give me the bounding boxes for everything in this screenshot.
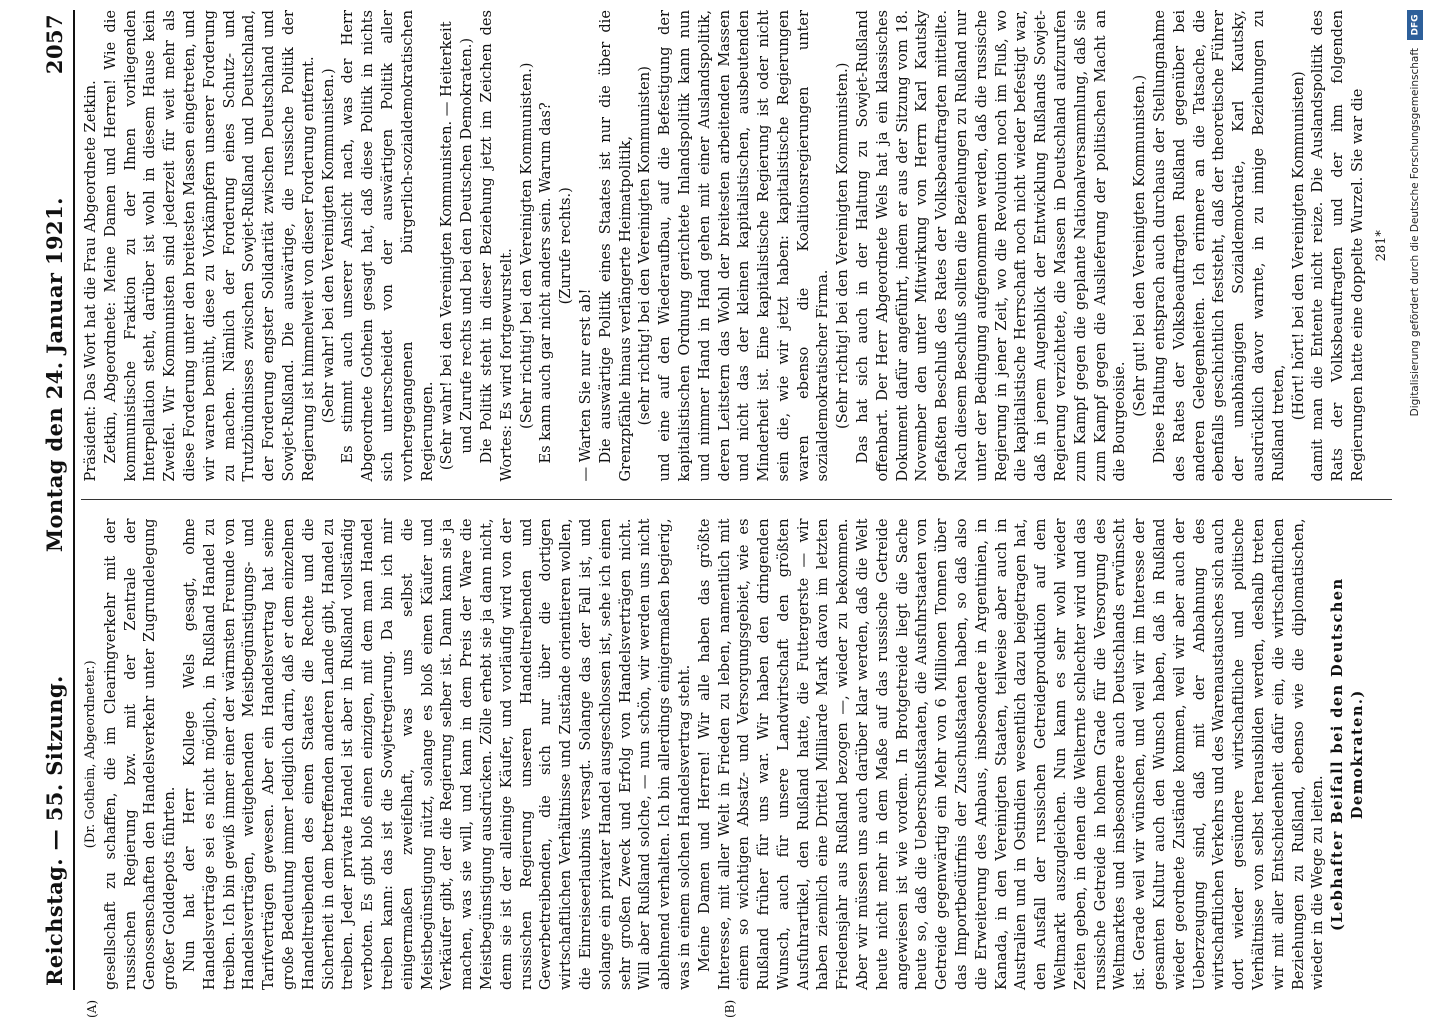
header-date: Montag den 24. Januar 1921.	[42, 197, 67, 553]
margin-mark-c	[83, 0, 103, 1]
zetkin-paragraph-2: Es stimmt auch unserer Ansicht nach, was der Herr Abgeordnete Gothein gesagt hat, daß diese Politik in nichts sich unterscheidet von der auswärtigen Politik aller vorhergegangenen bürgerlich-sozialdemokratischen Regierungen.	[339, 10, 436, 482]
interjection-8: (Sehr gut! bei den Vereinigten Kommunisten.)	[1131, 74, 1149, 417]
page-number: 2057	[42, 14, 67, 75]
zetkin-paragraph-3: Die Politik steht in dieser Beziehung jetzt im Zeichen des Wortes: Es wird fortgewurstelt.	[477, 10, 515, 482]
interjection-2: (Sehr wahr! bei den Vereinigten Kommunisten. — Heiterkeit und Zurufe rechts und bei den Deutschen Demokraten.)	[438, 21, 476, 471]
signature-number: 281*	[1373, 230, 1389, 262]
left-column	[81, 518, 1392, 1018]
margin-mark-d	[721, 0, 741, 1]
applause-note: (Lebhafter Beifall bei den Deutschen Demokraten.)	[1329, 577, 1366, 931]
left-paragraph-1: gesellschaft zu schaffen, die im Clearingverkehr mit der russischen Regierung bzw. mit der Zentrale der Genossenschaften den Handelsverkehr unter Zugrundelegung großer Golddepots führten.	[101, 518, 179, 990]
margin-mark-a: (A)	[85, 999, 99, 1018]
digitization-sidebar	[1402, 0, 1428, 1000]
right-column	[81, 10, 1392, 482]
interjection-4: (Zurufe rechts.)	[557, 187, 575, 305]
interjection-6: (sehr richtig! bei den Vereinigten Kommunisten)	[636, 66, 654, 426]
interjection-9: (Hört! hört! bei den Vereinigten Kommunisten)	[1289, 71, 1307, 421]
text-columns	[81, 10, 1392, 1018]
speaker-note: (Dr. Gothein, Abgeordneter.)	[83, 660, 98, 849]
interjection-5: — Warten Sie nur erst ab!	[576, 288, 594, 482]
column-divider	[81, 500, 1392, 501]
interjection-7: (Sehr richtig! bei den Vereinigten Kommunisten.)	[834, 62, 852, 429]
page-header	[42, 10, 75, 990]
interjection-3: (Sehr richtig! bei den Vereinigten Kommunisten.)	[517, 62, 535, 429]
zetkin-paragraph-6: und eine auf den Wiederaufbau, auf die Befestigung der kapitalistischen Ordnung gerichtete Inlandspolitik kann nun und nimmer Hand in Hand gehen mit einer Auslandspolitik, deren Leitstern das Wohl der breitesten arbeitenden Massen und nicht das der kleinen kapitalistischen, ausbeutenden Minderheit ist. Eine kapitalistische Regierung ist oder nicht sein die, wie wir jetzt haben: kapitalistische Regierungen waren ebenso die Koalitionsregierungen unter sozialdemokratischer Firma.	[656, 10, 832, 482]
rotated-page-content	[28, 0, 1408, 1018]
header-left: Reichstag. — 55. Sitzung.	[42, 675, 67, 986]
zetkin-paragraph-1: Zetkin, Abgeordnete: Meine Damen und Herren! Wie die kommunistische Fraktion zu der Ihnen vorliegenden Interpellation steht, darüber ist wohl in diesem Hause kein Zweifel. Wir Kommunisten sind jederzeit für weit mehr als diese Forderung unter den breitesten Massen eingetreten, und wir waren bemüht, diese zu Vorkämpfern unserer Forderung zu machen. Nämlich der Forderung eines Schutz- und Trutzbündnisses zwischen Sowjet-Rußland und Deutschland, der Forderung engster Solidarität zwischen Deutschland und Sowjet-Rußland. Die auswärtige, die russische Politik der Regierung ist himmelweit von dieser Forderung entfernt.	[101, 10, 317, 482]
zetkin-paragraph-8: Diese Haltung entsprach auch durchaus der Stellungnahme des Rates der Volksbeauftragten Rußland gegenüber bei anderen Gelegenheiten. Ich erinnere an die Tatsache, die ebenfalls geschichtlich feststeht, daß der theoretische Führer der unabhängigen Sozialdemokratie, Karl Kautsky, ausdrücklich davor warnte, in zu innige Beziehungen zu Rußland treten,	[1151, 10, 1287, 482]
funding-note: Digitalisierung gefördert durch die Deutsche Forschungsgemeinschaft	[1409, 48, 1421, 417]
margin-mark-b: (B)	[723, 999, 737, 1018]
zetkin-paragraph-7: Das hat sich auch in der Haltung zu Sowjet-Rußland offenbart. Der Herr Abgeordnete Wels hat ja ein klassisches Dokument dafür angeführt, indem er aus der Sitzung vom 18. November den unter Mitwirkung von Herrn Karl Kautsky gefaßten Beschluß des Rates der Volksbeauftragten mitteilte. Nach diesem Beschluß sollten die Beziehungen zu Rußland nur unter der Bedingung aufgenommen werden, daß die russische Regierung in jener Zeit, wo die Revolution noch im Fluß, wo die kapitalistische Herrschaft noch nicht wieder befestigt war, daß in jenem Augenblick der Entwicklung Rußlands Sowjet-Regierung verzichtete, die Massen in Deutschland aufzurufen zum Kampf gegen die geplante Nationalversammlung, daß sie zum Kampf gegen die Auslieferung der politischen Macht an die Bourgeoisie.	[854, 10, 1129, 482]
interjection-1: (Sehr wahr! bei den Vereinigten Kommunisten.)	[319, 68, 337, 424]
left-paragraph-2: Nun hat der Herr Kollege Wels gesagt, ohne Handelsverträge sei es nicht möglich, in Rußland Handel zu treiben. Ich bin gewiß immer einer der wärmsten Freunde von Handelsverträgen, weitgehenden Meistbegünstigungs- und Tarifverträgen gewesen. Aber ein Handelsvertrag hat seine große Bedeutung immer lediglich darin, daß er dem einzelnen Handeltreibenden des einen Staates die Rechte und die Sicherheit in dem betreffenden anderen Lande gibt, Handel zu treiben. Jeder private Handel ist aber in Rußland vollständig verboten. Es gibt bloß einen einzigen, mit dem man Handel treiben kann: das ist die Sowjetregierung. Da bin ich mir einigermaßen zweifelhaft, was uns selbst die Meistbegünstigung nützt, solange es bloß einen Käufer und Verkäufer gibt, der die Regierung selber ist. Dann kann sie ja machen, was sie will, und kann in dem Preis der Ware die Meistbegünstigung ausdrücken. Zölle erhebt sie ja dann nicht, denn sie ist der alleinige Käufer, und vorläufig wird von der russischen Regierung unseren Handeltreibenden und Gewerbetreibenden, die sich nur über die dortigen wirtschaftlichen Verhältnisse und Zustände orientieren wollen, die Einreiseerlaubnis versagt. Solange das der Fall ist, und solange ein privater Handel ausgeschlossen ist, sehe ich einen sehr großen Zweck und Erfolg von Handelsverträgen nicht. Will aber Rußland solche, — nun schön, wir werden uns nicht ablehnend verhalten. Ich bin allerdings einigermaßen begierig, was in einem solchen Handelsvertrag steht.	[180, 518, 693, 990]
president-intro: Präsident: Das Wort hat die Frau Abgeordnete Zetkin.	[82, 80, 99, 482]
zetkin-paragraph-9: damit man die Entente nicht reize. Die Auslandspolitik des Rats der Volksbeauftragten und der ihm folgenden Regierungen hatte eine doppelte Wurzel. Sie war die	[1309, 10, 1366, 482]
left-paragraph-3: Meine Damen und Herren! Wir alle haben das größte Interesse, mit aller Welt in Frieden zu leben, namentlich mit einem so wichtigen Absatz- und Versorgungsgebiet, wie es Rußland früher für uns war. Wir haben den dringenden Wunsch, auch für unsere Landwirtschaft den größten Ausfuhrartikel, den Rußland hatte, die Futtergerste — wir haben ziemlich eine Drittel Milliarde Mark davon im letzten Friedensjahr aus Rußland bezogen —, wieder zu bekommen. Aber wir müssen uns auch darüber klar werden, daß die Welt heute nicht mehr in dem Maße auf das russische Getreide angewiesen ist wie vordem. In Brotgetreide liegt die Sache heute so, daß die Ueberschußstaaten, die Ausfuhrstaaten von Getreide gegenwärtig ein Mehr von 6 Millionen Tonnen über das Importbedürfnis der Zuschußstaaten haben, so daß also die Erweiterung des Anbaus, insbesondere in Argentinien, in Kanada, in den Vereinigten Staaten, teilweise aber auch in Australien und in Ostindien wesentlich dazu beigetragen hat, den Ausfall der russischen Getreideproduktion auf dem Weltmarkt auszugleichen. Nun kann es sehr wohl wieder Zeiten geben, in denen die Welternte schlechter wird und das russische Getreide in hohem Grade für die Versorgung des Weltmarktes und insbesondere auch Deutschlands erwünscht ist. Gerade weil wir wünschen, und weil wir im Interesse der gesamten Kultur auch den Wunsch haben, daß in Rußland wieder geordnete Zustände kommen, weil wir aber auch der Ueberzeugung sind, daß mit der Anbahnung des wirtschaftlichen Verkehrs und des Warenaustausches sich auch dort wieder gesündere wirtschaftliche und politische Verhältnisse von selbst herausbilden werden, deshalb treten wir mit aller Entschiedenheit dafür ein, die wirtschaftlichen Beziehungen zu Rußland, ebenso wie die diplomatischen, wieder in die Wege zu leiten.	[695, 518, 1327, 990]
zetkin-paragraph-5: Die auswärtige Politik eines Staates ist nur die über die Grenzpfähle hinaus verlängerte Heimatpolitik,	[596, 10, 634, 482]
dfg-logo-icon: DFG	[1407, 10, 1423, 40]
zetkin-paragraph-4: Es kann auch gar nicht anders sein. Warum das?	[537, 102, 555, 464]
